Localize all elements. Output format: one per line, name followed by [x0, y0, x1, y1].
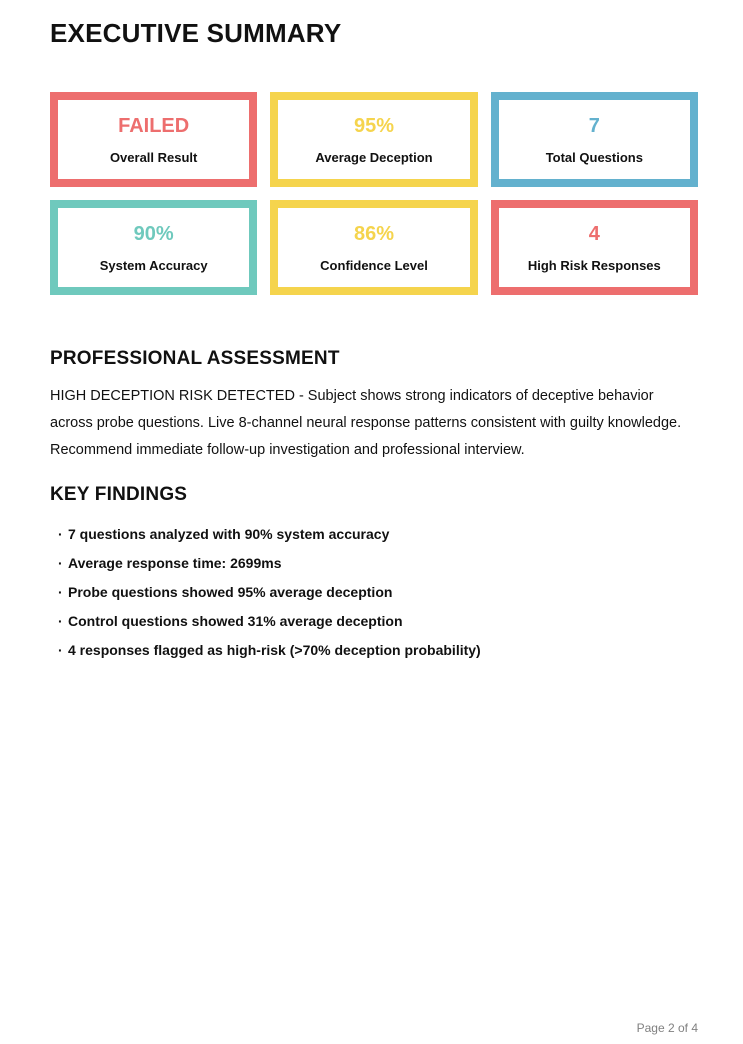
stat-value: 86%	[353, 223, 394, 245]
professional-assessment-heading: PROFESSIONAL ASSESSMENT	[50, 348, 340, 369]
stat-card-confidence-level	[270, 200, 477, 295]
stat-card-overall-result	[50, 92, 257, 187]
stat-card-high-risk-responses	[491, 200, 698, 295]
key-findings-heading: KEY FINDINGS	[50, 484, 188, 505]
key-finding-text: 4 responses flagged as high-risk (>70% deception probability)	[68, 642, 481, 658]
key-finding-item	[50, 582, 698, 602]
bullet-icon: ·	[58, 526, 63, 542]
stat-card-average-deception	[270, 92, 477, 187]
key-finding-item	[50, 524, 698, 544]
stat-label: Total Questions	[545, 150, 643, 165]
stat-card-total-questions	[491, 92, 698, 187]
page-number: Page 2 of 4	[636, 1021, 698, 1035]
stat-value: FAILED	[118, 115, 190, 137]
page-title: EXECUTIVE SUMMARY	[50, 18, 342, 48]
stat-card-grid	[50, 92, 698, 295]
stat-label: High Risk Responses	[527, 258, 661, 273]
stat-value: 95%	[353, 115, 394, 137]
bullet-icon: ·	[58, 613, 63, 629]
professional-assessment-body: HIGH DECEPTION RISK DETECTED - Subject shows strong indicators of deceptive behavior across probe questions. Live 8-channel neural response patterns consistent with guilty knowledge. Recommend immediate follow-up investigation and professional interview.	[50, 388, 682, 458]
stat-card-system-accuracy	[50, 200, 257, 295]
key-finding-text: Control questions showed 31% average deception	[68, 613, 403, 629]
report-page	[0, 18, 743, 660]
bullet-icon: ·	[58, 584, 63, 600]
stat-label: Confidence Level	[320, 258, 428, 273]
stat-value: 7	[588, 115, 600, 137]
stat-label: System Accuracy	[99, 258, 208, 273]
bullet-icon: ·	[58, 555, 63, 571]
stat-value: 90%	[133, 223, 174, 245]
stat-value: 4	[588, 223, 600, 245]
stat-label: Overall Result	[109, 150, 198, 165]
key-finding-text: Probe questions showed 95% average deception	[68, 584, 393, 600]
key-findings-list	[50, 524, 698, 660]
stat-label: Average Deception	[315, 150, 433, 165]
key-finding-item	[50, 640, 698, 660]
key-finding-text: Average response time: 2699ms	[68, 555, 282, 571]
bullet-icon: ·	[58, 642, 63, 658]
key-finding-text: 7 questions analyzed with 90% system accuracy	[68, 526, 390, 542]
key-finding-item	[50, 611, 698, 631]
key-finding-item	[50, 553, 698, 573]
